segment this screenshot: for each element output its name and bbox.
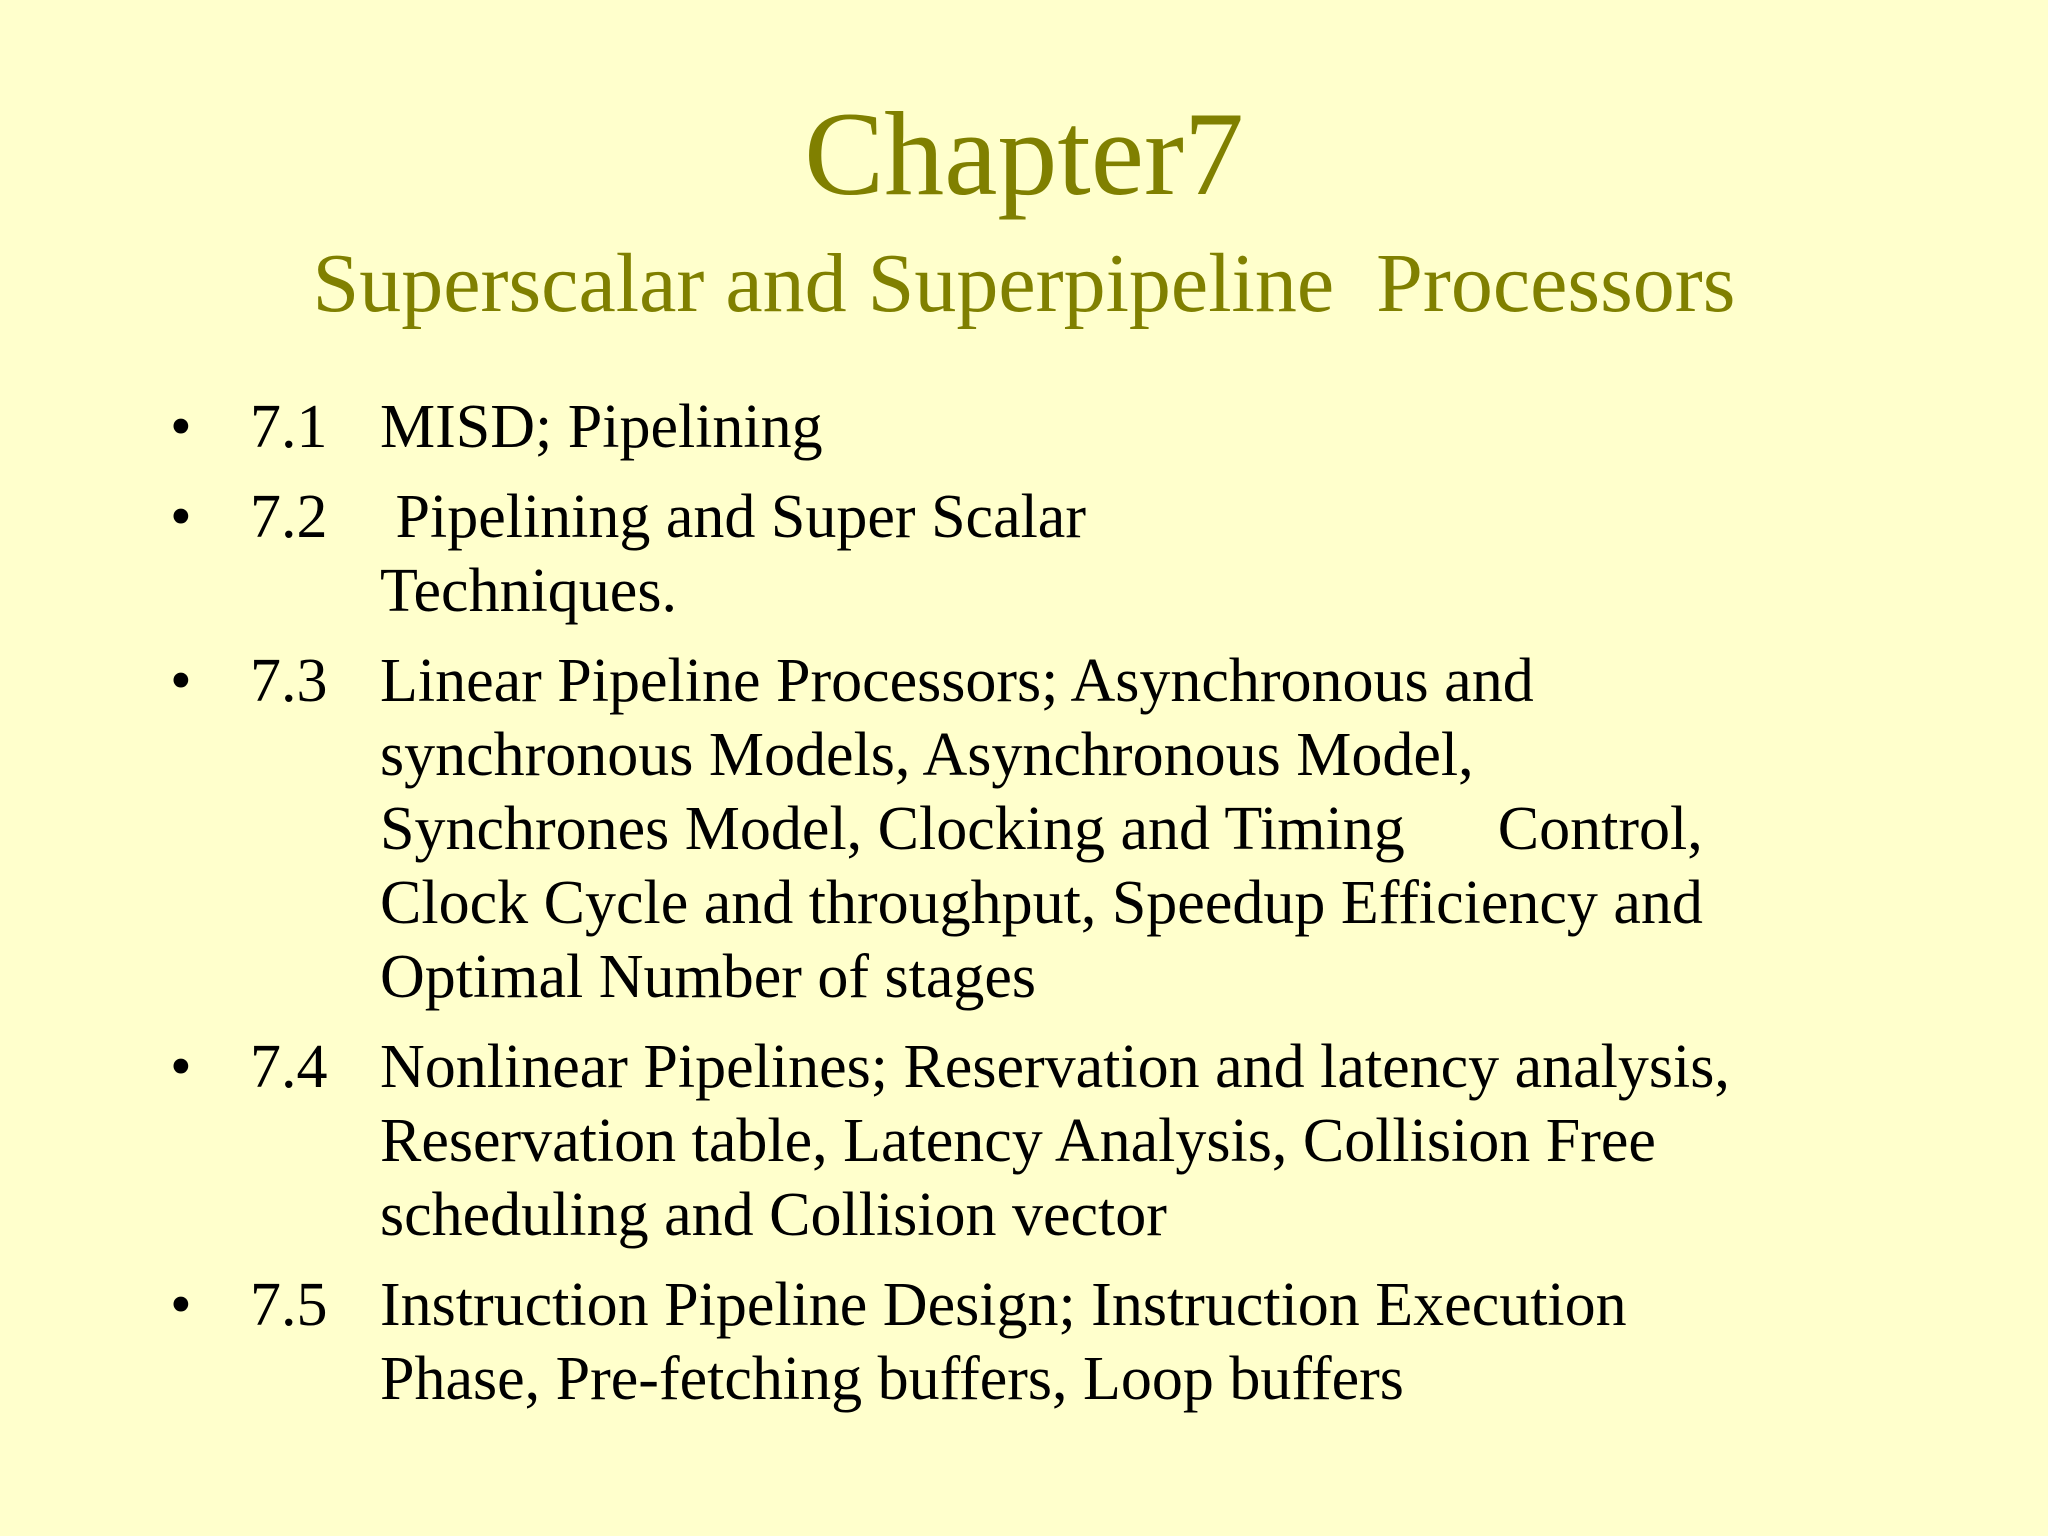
bullet-icon: • — [170, 393, 192, 461]
bullet-list — [170, 390, 2010, 1432]
bullet-line: Pipelining and Super Scalar — [380, 483, 1086, 551]
section-number: 7.3 — [250, 647, 328, 715]
bullet-line: Clock Cycle and throughput, Speedup Efficiency and — [380, 869, 1703, 937]
bullet-line: synchronous Models, Asynchronous Model, — [380, 721, 1474, 789]
slide-title: Chapter7 — [804, 87, 1244, 220]
bullet-line: Synchrones Model, Clocking and Timing Control, — [380, 795, 1703, 863]
bullet-item-7-2 — [170, 480, 2010, 628]
bullet-line: MISD; Pipelining — [380, 393, 823, 461]
section-number: 7.1 — [250, 393, 328, 461]
bullet-text — [380, 1030, 2010, 1252]
bullet-icon: • — [170, 1271, 192, 1339]
bullet-line: scheduling and Collision vector — [380, 1181, 1167, 1249]
bullet-icon: • — [170, 1033, 192, 1101]
slide-subtitle: Superscalar and Superpipeline Processors — [312, 237, 1736, 330]
bullet-text — [380, 644, 2010, 1014]
section-number: 7.2 — [250, 483, 328, 551]
bullet-item-7-1 — [170, 390, 2010, 464]
bullet-line: Phase, Pre-fetching buffers, Loop buffers — [380, 1345, 1404, 1413]
bullet-item-7-3 — [170, 644, 2010, 1014]
bullet-line: Techniques. — [380, 557, 677, 625]
bullet-text — [380, 1268, 2010, 1416]
bullet-line: Linear Pipeline Processors; Asynchronous and — [380, 647, 1534, 715]
bullet-icon: • — [170, 647, 192, 715]
section-number: 7.5 — [250, 1271, 328, 1339]
bullet-line: Optimal Number of stages — [380, 943, 1037, 1011]
section-number: 7.4 — [250, 1033, 328, 1101]
bullet-line: Instruction Pipeline Design; Instruction Execution — [380, 1271, 1627, 1339]
bullet-text — [380, 480, 2010, 628]
bullet-line: Nonlinear Pipelines; Reservation and latency analysis, — [380, 1033, 1730, 1101]
bullet-icon: • — [170, 483, 192, 551]
bullet-line: Reservation table, Latency Analysis, Collision Free — [380, 1107, 1656, 1175]
bullet-text — [380, 390, 2010, 464]
bullet-item-7-4 — [170, 1030, 2010, 1252]
bullet-item-7-5 — [170, 1268, 2010, 1416]
